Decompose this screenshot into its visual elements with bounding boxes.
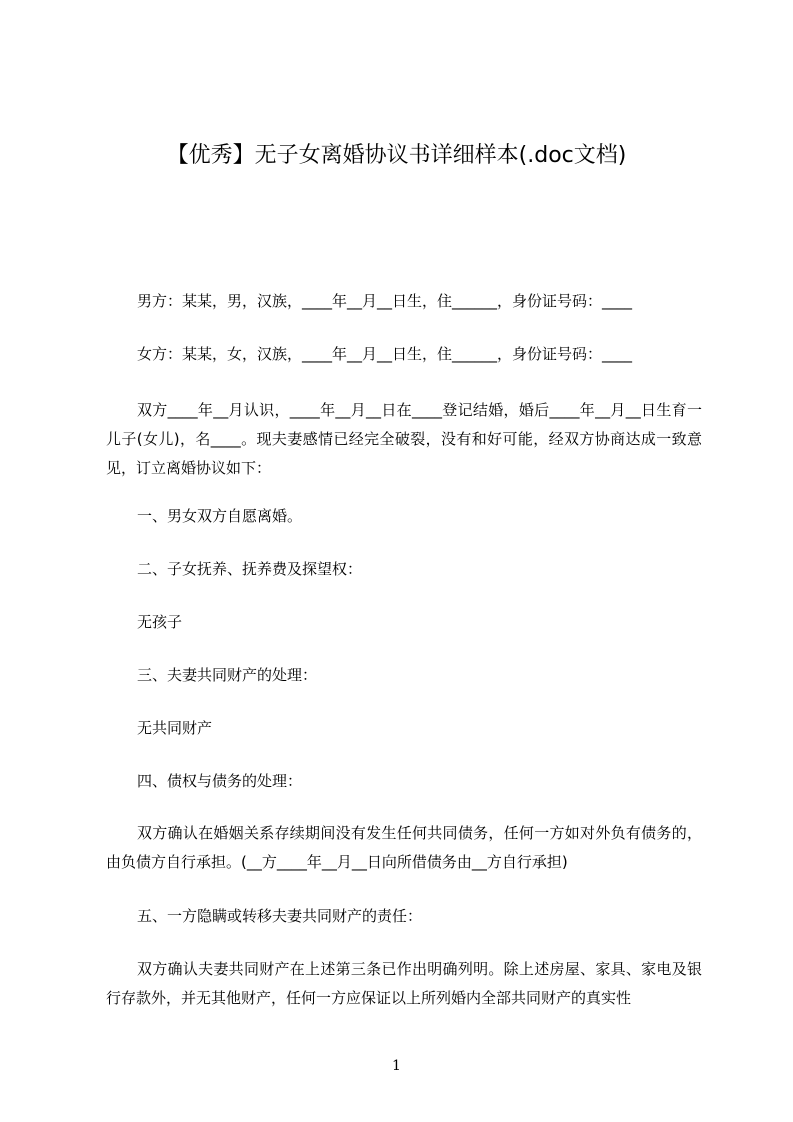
section-2-body: 无孩子: [137, 613, 183, 631]
section-4-heading: 四、债权与债务的处理：: [137, 772, 303, 790]
document-title: 【优秀】无子女离婚协议书详细样本(.doc文档): [166, 143, 627, 168]
female-party-line: 女方：某某，女，汉族，____年__月__日生，住______，身份证号码：____: [137, 345, 633, 363]
section-3-heading: 三、夫妻共同财产的处理：: [137, 666, 318, 684]
page-number: 1: [392, 1058, 401, 1074]
male-party-line: 男方：某某，男，汉族，____年__月__日生，住______，身份证号码：____: [137, 292, 633, 310]
section-4-body: 双方确认在婚姻关系存续期间没有发生任何共同债务，任何一方如对外负有债务的，由负债方自行承担。(__方____年__月__日向所借债务由__方自行承担): [106, 824, 702, 871]
section-3-body: 无共同财产: [137, 719, 213, 737]
section-1-heading: 一、男女双方自愿离婚。: [137, 507, 303, 525]
intro-paragraph: 双方____年__月认识，____年__月__日在____登记结婚，婚后____年__月__日生育一儿子(女儿)，名____。现夫妻感情已经完全破裂，没有和好可能，经双方协商达成一致意见，订立离婚协议如下：: [106, 401, 702, 477]
section-5-heading: 五、一方隐瞒或转移夫妻共同财产的责任：: [137, 907, 423, 925]
section-2-heading: 二、子女抚养、抚养费及探望权：: [137, 560, 363, 578]
section-5-body: 双方确认夫妻共同财产在上述第三条已作出明确列明。除上述房屋、家具、家电及银行存款外，并无其他财产，任何一方应保证以上所列婚内全部共同财产的真实性: [106, 960, 702, 1007]
